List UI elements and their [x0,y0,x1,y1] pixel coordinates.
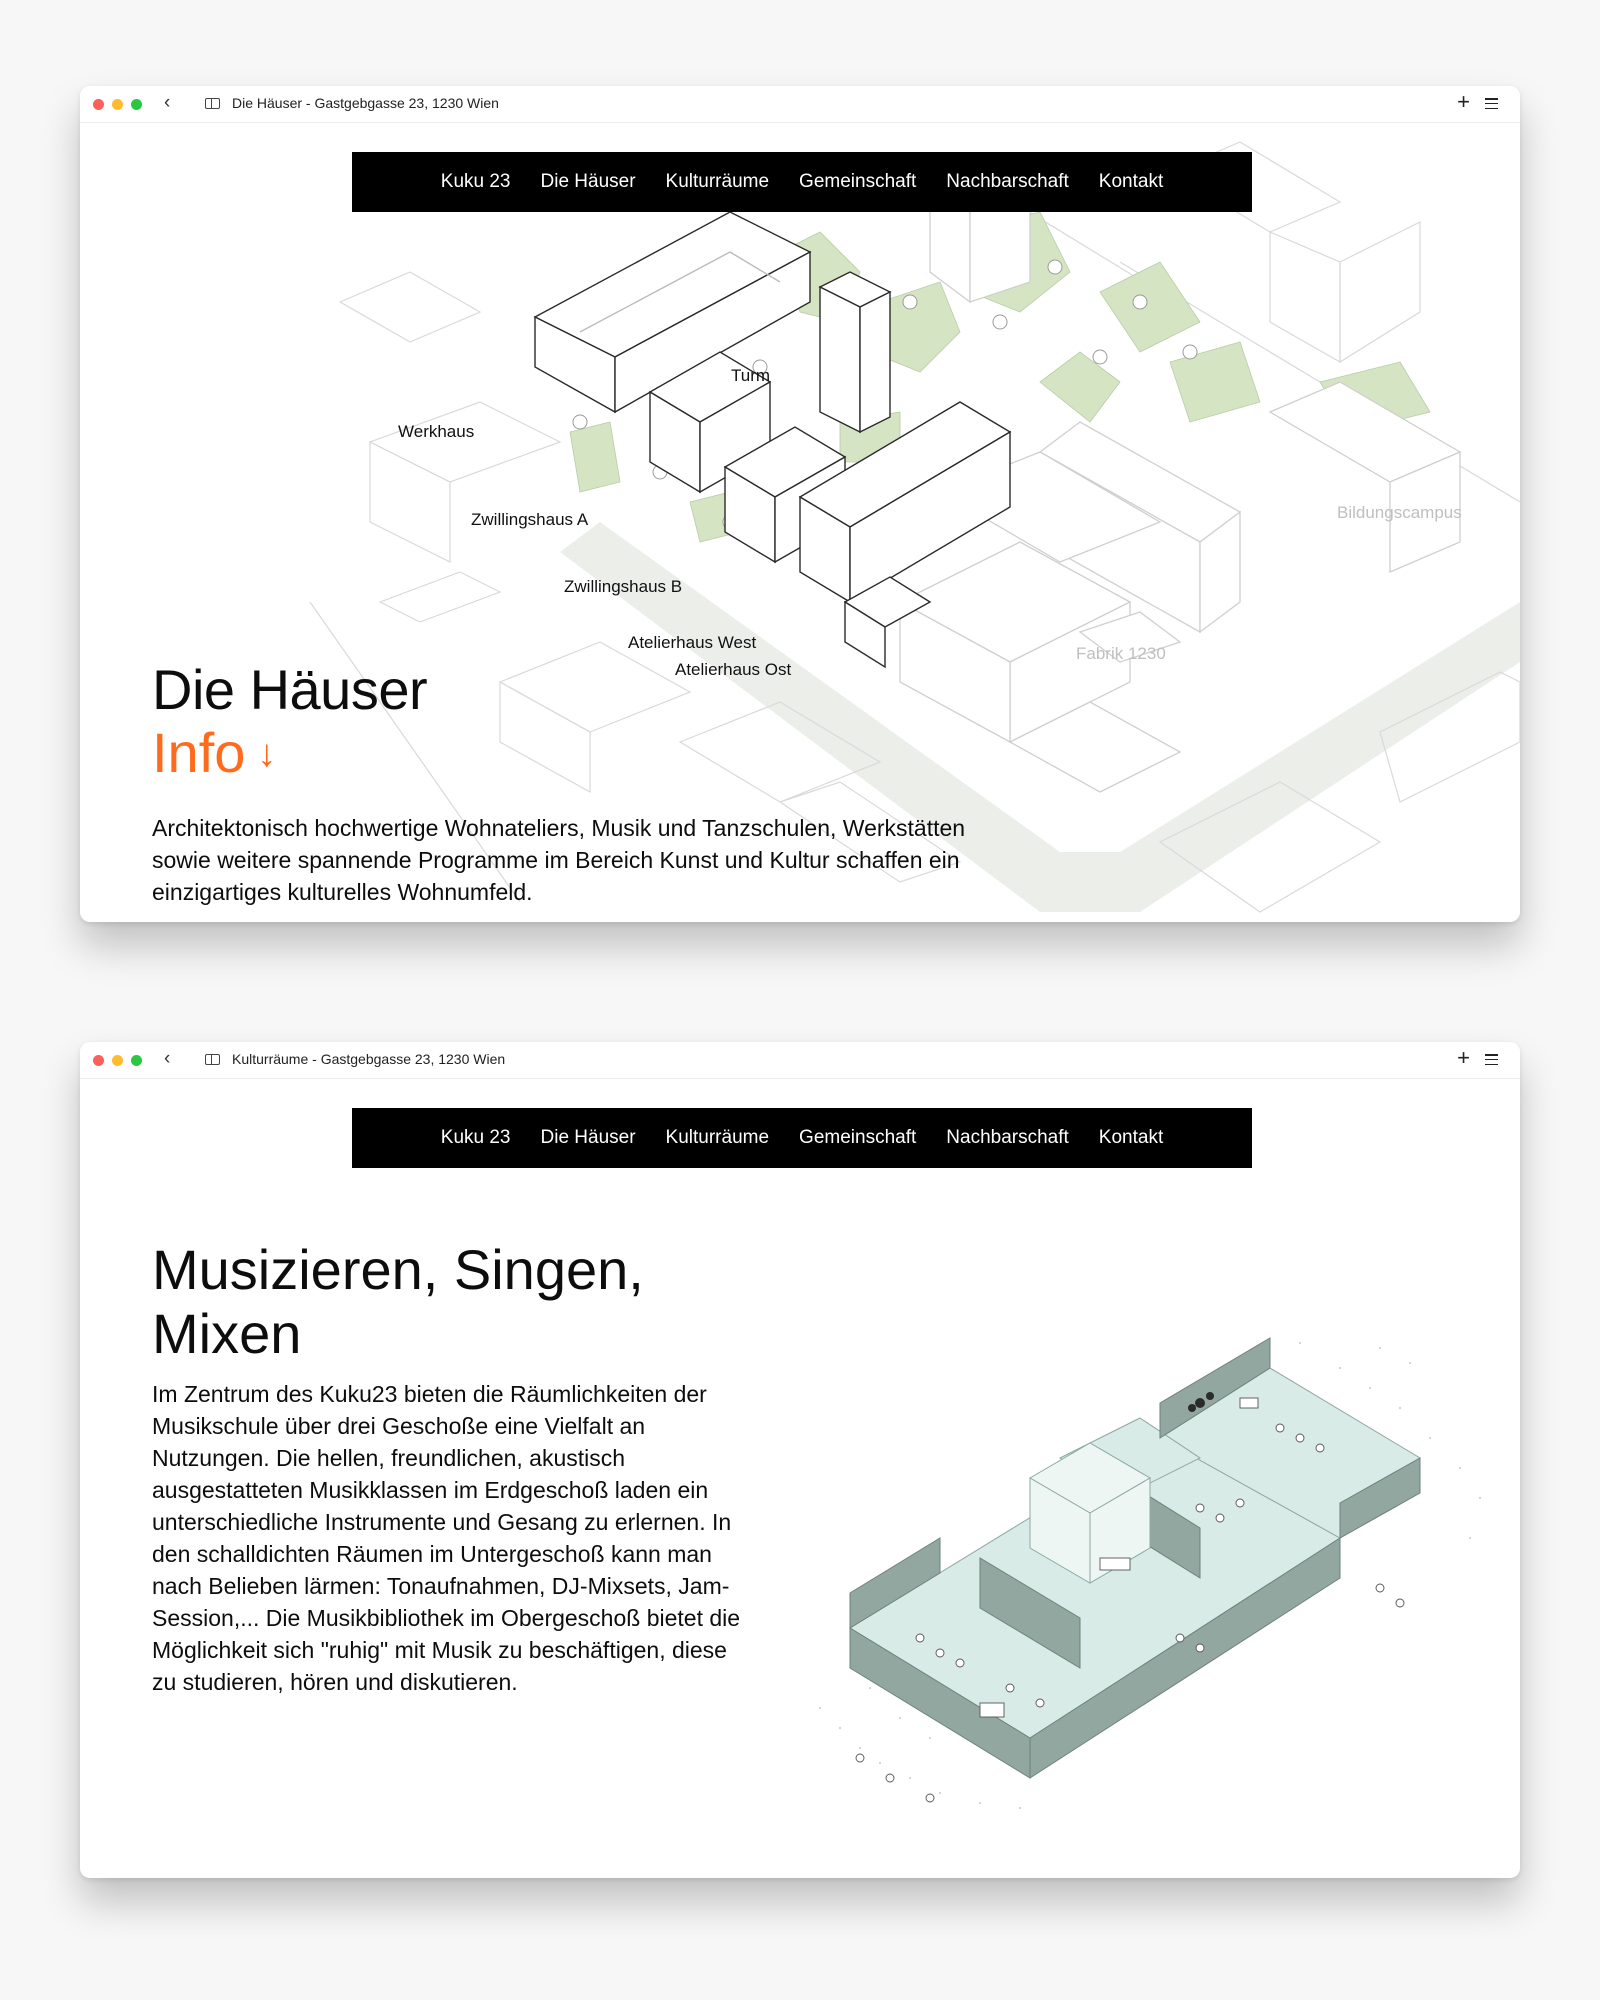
close-window-button[interactable] [93,1055,104,1066]
browser-window-haeuser [80,86,1520,922]
reader-icon[interactable] [205,1054,220,1065]
nav-item-kontakt[interactable]: Kontakt [1098,171,1164,192]
music-school-isometric-illustration [780,1308,1500,1828]
info-link[interactable] [152,722,276,785]
nav-item-gemeinschaft[interactable]: Gemeinschaft [799,1127,917,1148]
nav-item-nachbarschaft[interactable]: Nachbarschaft [946,171,1069,192]
map-label-atelierhaus-ost[interactable]: Atelierhaus Ost [675,660,792,679]
arrow-down-icon: ↓ [257,733,277,775]
new-tab-icon[interactable]: + [1457,89,1470,114]
info-link-label: Info [152,721,246,784]
page-title: Die Häuser [152,658,428,721]
nav-item-kontakt[interactable]: Kontakt [1098,1127,1164,1148]
new-tab-icon[interactable]: + [1457,1045,1470,1070]
map-label-zwillingshaus-b[interactable]: Zwillingshaus B [564,577,683,596]
menu-icon[interactable] [1485,98,1498,109]
map-label-werkhaus[interactable]: Werkhaus [398,422,475,441]
title-bar [80,86,1520,123]
map-label-atelierhaus-west[interactable]: Atelierhaus West [628,633,757,652]
browser-window-kulturraeume [80,1042,1520,1878]
section-text: Im Zentrum des Kuku23 bieten die Räumlichkeiten der Musikschule über drei Geschoße eine Vielfalt an Nutzungen. Die hellen, freundlichen, akustisch ausgestatteten Musikklassen im Erdgeschoß laden ein unterschiedliche Instrumente und Gesang zu erlernen. In den schalldichten Räumen im Untergeschoß kann man nach Belieben lärmen: Tonaufnahmen, DJ-Mixsets, Jam-Session,... Die Musikbibliothek im Obergeschoß bietet die Möglichkeit sich "ruhig" mit Musik zu beschäftigen, diese zu studieren, hören und diskutieren. [152,1381,741,1695]
reader-icon[interactable] [205,98,220,109]
turm [820,272,890,432]
map-label-fabrik: Fabrik 1230 [1076,644,1166,663]
map-label-zwillingshaus-a[interactable]: Zwillingshaus A [471,510,589,529]
nav-item-kulturraeume[interactable]: Kulturräume [665,171,770,192]
back-icon[interactable]: ‹ [164,1048,171,1069]
window-title: Kulturräume - Gastgebgasse 23, 1230 Wien [232,1051,506,1067]
main-nav [352,152,1252,212]
back-icon[interactable]: ‹ [164,92,171,113]
map-label-bildungscampus: Bildungscampus [1337,503,1462,522]
title-bar [80,1042,1520,1079]
maximize-window-button[interactable] [131,99,142,110]
nav-item-kuku23[interactable]: Kuku 23 [440,1127,511,1148]
nav-item-die-haeuser[interactable]: Die Häuser [540,1127,636,1148]
section-title: Musizieren, Singen, Mixen [152,1238,644,1365]
nav-item-gemeinschaft[interactable]: Gemeinschaft [799,171,917,192]
site-plan-illustration [80,122,1520,922]
nav-item-die-haeuser[interactable]: Die Häuser [540,171,636,192]
close-window-button[interactable] [93,99,104,110]
map-label-turm[interactable]: Turm [731,366,771,385]
minimize-window-button[interactable] [112,99,123,110]
maximize-window-button[interactable] [131,1055,142,1066]
window-title: Die Häuser - Gastgebgasse 23, 1230 Wien [232,95,499,111]
minimize-window-button[interactable] [112,1055,123,1066]
nav-item-nachbarschaft[interactable]: Nachbarschaft [946,1127,1069,1148]
lead-text: Architektonisch hochwertige Wohnateliers, Musik und Tanzschulen, Werkstätten sowie weitere spannende Programme im Bereich Kunst und Kultur schaffen ein einzigartiges kulturelles Wohnumfeld. [152,815,966,905]
menu-icon[interactable] [1485,1054,1498,1065]
nav-item-kulturraeume[interactable]: Kulturräume [665,1127,770,1148]
main-nav [352,1108,1252,1168]
nav-item-kuku23[interactable]: Kuku 23 [440,171,511,192]
